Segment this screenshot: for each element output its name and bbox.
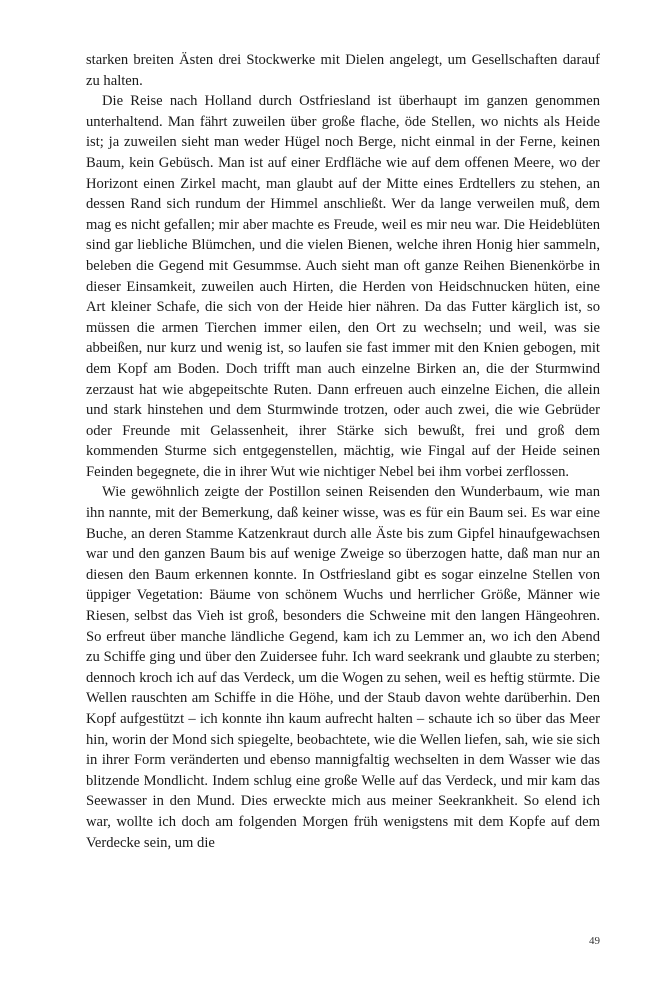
page-body — [86, 50, 600, 853]
paragraph-continuation: starken breiten Ästen drei Stockwerke mit Dielen angelegt, um Gesellschaften darauf zu halten. — [86, 52, 600, 89]
page-number: 49 — [589, 935, 600, 947]
paragraph-ostfriesland: Die Reise nach Holland durch Ostfriesland ist überhaupt im ganzen genommen unterhaltend. Man fährt zuweilen über große flache, öde Stellen, wo nichts als Heide ist; ja zuweilen sieht man weder Hügel noch Berge, nicht einmal in der Ferne, keinen Baum, kein Gebüsch. Man ist auf einer Erdfläche wie auf dem offenen Meere, wo der Horizont einen Zirkel macht, man glaubt auf der Mitte eines Erdtellers zu stehen, an dessen Rand sich rundum der Himmel anschließt. Wer da lange verweilen muß, dem mag es nicht gefallen; mir aber machte es Freude, weil es mir neu war. Die Heideblüten sind gar liebliche Blümchen, und die vielen Bienen, welche ihren Honig hier sammeln, beleben die Gegend mit Gesummse. Auch sieht man oft ganze Reihen Bienenkörbe in dieser Einsamkeit, zuweilen auch Hirten, die Herden von Heidschnucken hüten, eine Art kleiner Schafe, die sich von der Heide hier nähren. Da das Futter kärglich ist, so müssen die armen Tierchen immer eilen, den Ort zu wechseln; und weil, was sie abbeißen, nur kurz und wenig ist, so laufen sie fast immer mit den Knien gebogen, mit dem Kopf am Boden. Doch trifft man auch einzelne Birken an, die der Sturmwind zerzaust hat wie abgepeitschte Ruten. Dann erfreuen auch einzelne Eichen, die allein und stark hinstehen und dem Sturmwinde trotzen, oder auch zwei, die wie Gebrüder oder Freunde mit Gelassenheit, ihrer Stärke sich bewußt, frei und groß dem kommenden Sturme sich entgegenstellen, mächtig, wie Fingal auf der Heide seinen Feinden begegnete, die in ihrer Wut wie nichtiger Nebel bei ihm vorbei zerflossen. — [86, 93, 600, 480]
paragraph-wunderbaum: Wie gewöhnlich zeigte der Postillon seinen Reisenden den Wunderbaum, wie man ihn nannte, mit der Bemerkung, daß keiner wisse, was es für ein Baum sei. Es war eine Buche, an deren Stamme Katzenkraut durch alle Äste bis zum Gipfel hinaufgewachsen war und den ganzen Baum bis auf wenige Zweige so überzogen hatte, daß man nur an diesen den Baum erkennen konnte. In Ostfriesland gibt es sogar einzelne Stellen von üppiger Vegetation: Bäume von schönem Wuchs und herrlicher Größe, Männer wie Riesen, selbst das Vieh ist groß, besonders die Schweine mit den langen Hängeohren. So erfreut über manche ländliche Gegend, kam ich zu Lemmer an, wo ich den Abend zu Schiffe ging und über den Zuidersee fuhr. Ich ward seekrank und glaubte zu sterben; dennoch kroch ich auf das Verdeck, um die Wogen zu sehen, weil es heftig stürmte. Die Wellen rauschten am Schiffe in die Höhe, und der Staub davon wehte darüberhin. Den Kopf aufgestützt – ich konnte ihn kaum aufrecht halten – schaute ich so über das Meer hin, worin der Mond sich spiegelte, beobachtete, wie die Wellen liefen, sah, wie sie sich in ihrer Form veränderten und ebenso mannigfaltig wechselten in dem Wasser wie das blitzende Mondlicht. Indem schlug eine große Welle auf das Verdeck, und mir kam das Seewasser in den Mund. Dies erweckte mich aus meiner Seekrankheit. So elend ich war, wollte ich doch am folgenden Morgen früh wenigstens mit dem Kopfe auf dem Verdecke sein, um die — [86, 484, 600, 851]
